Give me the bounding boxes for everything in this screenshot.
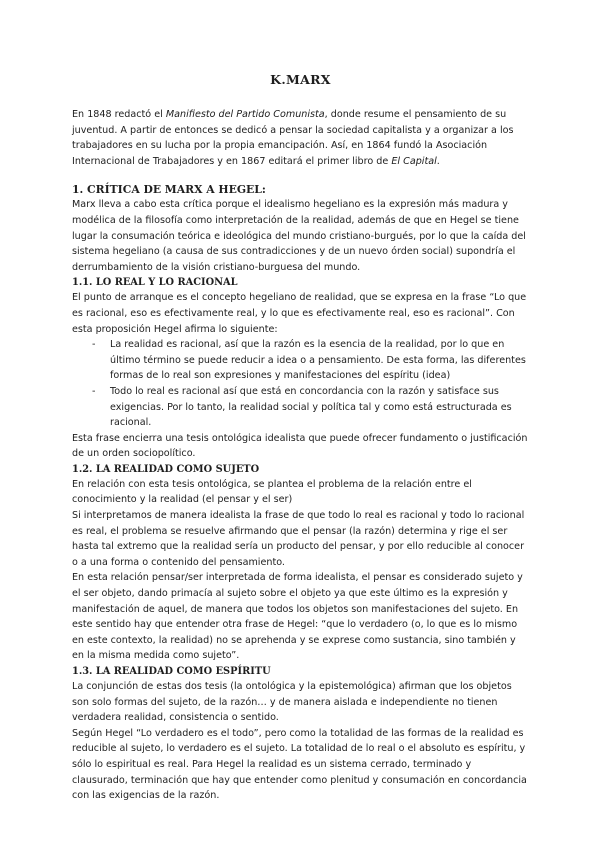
- intro-text-1: En 1848 redactó el: [72, 109, 166, 120]
- intro-paragraph: [72, 107, 529, 169]
- list-item-text: Todo lo real es racional así que está en concordancia con la razón y satisface sus exigencias. Por lo tanto, la realidad social y política tal y como está estructurada es racional.: [110, 385, 512, 429]
- list-item: [72, 384, 529, 431]
- subsection-1-3-heading: 1.3. LA REALIDAD COMO ESPÍRITU: [72, 666, 271, 677]
- subsection-1-2-paragraph-1: En relación con esta tesis ontológica, se plantea el problema de la relación entre el conocimiento y la realidad (el pensar y el ser): [72, 478, 472, 506]
- intro-text-2: , donde resume el pensamiento de su juventud. A partir de entonces se dedicó a pensar la sociedad capitalista y a organizar a los trabajadores en su lucha por la propia emancipación. Así, en 1864 fundó la Asociación Internacional de Trabajadores y en 1867 editará el primer libro de: [72, 109, 514, 167]
- section-1-paragraph: Marx lleva a cabo esta crítica porque el idealismo hegeliano es la expresión más madura y modélica de la filosofía como interpretación de la realidad, además de que en Hegel se tiene lugar la consumación teórica e ideológica del mundo cristiano-burgués, por lo que la caída del sistema hegeliano (a causa de sus contradicciones y de un nuevo órden social) supondría el derrumbamiento de la visión cristiano-burguesa del mundo.: [72, 199, 526, 273]
- manifesto-title: Manifiesto del Partido Comunista: [165, 109, 325, 120]
- page-title: K.MARX: [270, 72, 331, 87]
- subsection-1-1-closing: Esta frase encierra una tesis ontológica idealista que puede ofrecer fundamento o justificación de un orden sociopolítico.: [72, 432, 528, 460]
- intro-text-3: .: [436, 155, 440, 167]
- dash-bullet: -: [92, 385, 96, 397]
- dash-list: [72, 337, 529, 431]
- list-item: [72, 337, 529, 384]
- list-item-text: La realidad es racional, así que la razón es la esencia de la realidad, por lo que en último término se puede reducir a idea o a pensamiento. De esta forma, las diferentes formas de lo real son expresiones y manifestaciones del espíritu (idea): [110, 339, 526, 382]
- subsection-1-3-paragraph-1: La conjunción de estas dos tesis (la ontológica y la epistemológica) afirman que los objetos son solo formas del sujeto, de la razón… y de manera aislada e independiente no tienen verdadera realidad, consistencia o sentido.: [72, 681, 512, 724]
- section-1-heading: 1. CRÍTICA DE MARX A HEGEL:: [72, 183, 266, 197]
- subsection-1-2-paragraph-3: En esta relación pensar/ser interpretada de forma idealista, el pensar es considerado sujeto y el ser objeto, dando primacía al sujeto sobre el objeto ya que este último es la expresión y manifestación de aquel, de manera que todos los objetos son manifestaciones del sujeto. En este sentido hay que entender otra frase de Hegel: “que lo verdadero (o, lo que es lo mismo en este contexto, la realidad) no se aprehenda y se exprese como sustancia, sino también y en la misma medida como sujeto”.: [72, 572, 523, 662]
- subsection-1-2-heading: 1.2. LA REALIDAD COMO SUJETO: [72, 463, 260, 475]
- subsection-1-1-heading: 1.1. LO REAL Y LO RACIONAL: [72, 277, 238, 289]
- subsection-1-1-paragraph: El punto de arranque es el concepto hegeliano de realidad, que se expresa en la frase “Lo que es racional, eso es efectivamente real, y lo que es efectivamente real, eso es racional”. Con esta proposición Hegel afirma lo siguiente:: [72, 292, 527, 335]
- dash-bullet: -: [92, 339, 96, 351]
- capital-title: El Capital: [391, 155, 437, 167]
- subsection-1-2-paragraph-2: Si interpretamos de manera idealista la frase de que todo lo real es racional y todo lo racional es real, el problema se resuelve afirmando que el pensar (la razón) determina y rige el ser hasta tal extremo que la realidad sería un producto del pensar, y por ello reducible al conocer o a una forma o contenido del pensamiento.: [72, 510, 525, 568]
- subsection-1-3-paragraph-2: Según Hegel “Lo verdadero es el todo”, pero como la totalidad de las formas de la realidad es reducible al sujeto, lo verdadero es el sujeto. La totalidad de lo real o el absoluto es espíritu, y sólo lo espiritual es real. Para Hegel la realidad es un sistema cerrado, terminado y clausurado, terminación que hay que entender como plenitud y consumación en concordancia con las exigencias de la razón.: [72, 727, 527, 802]
